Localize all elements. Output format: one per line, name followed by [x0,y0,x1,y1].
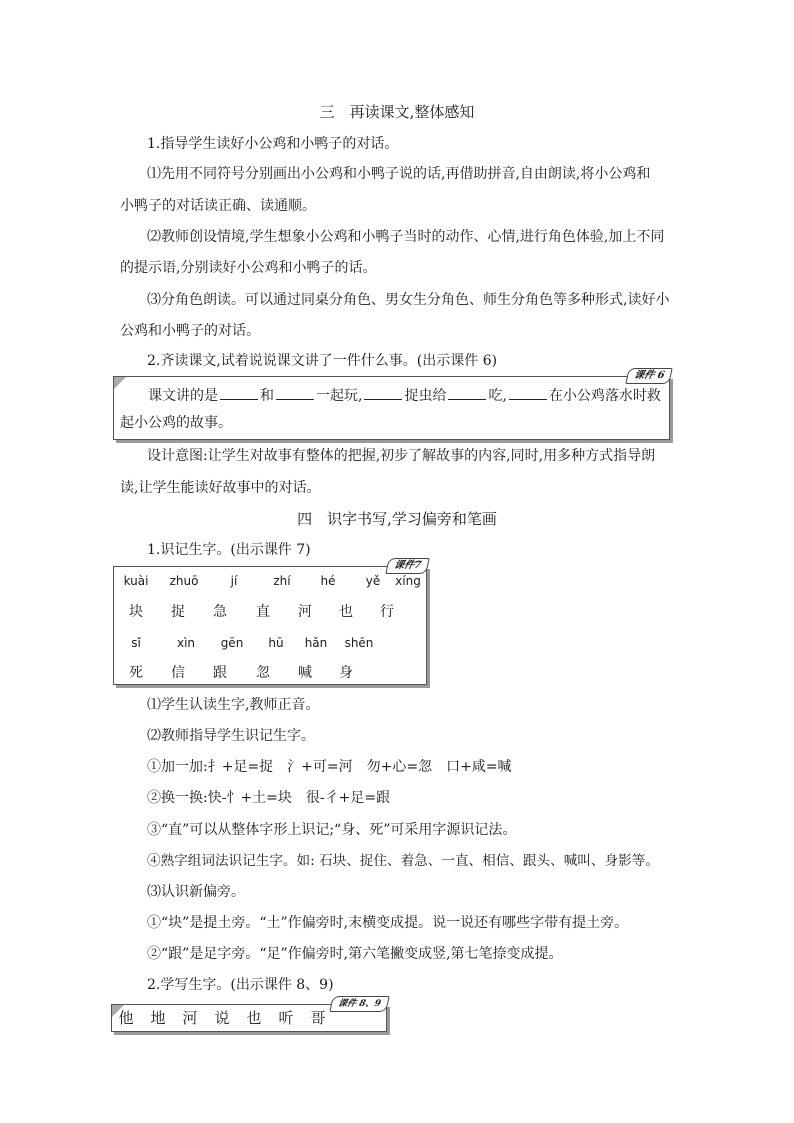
pinyin: zhí [273,574,291,588]
blank [509,385,547,400]
blank [448,385,486,400]
character: 行 [380,604,394,620]
blank [220,385,258,400]
pinyin: zhuō [169,574,199,588]
character: 也 [246,1009,262,1027]
paragraph: ⑵教师创设情境,学生想象小公鸡和小鸭子当时的动作、心情,进行角色体验,加上不同 [147,229,665,245]
character: 忽 [256,665,270,681]
character: 也 [339,604,353,620]
paragraph: ⑶分角色朗读。可以通过同桌分角色、男女生分角色、师生分角色等多种形式,读好小 [147,292,670,308]
character: 听 [278,1009,294,1027]
paragraph: 公鸡和小鸭子的对话。 [120,323,260,339]
character: 跟 [213,665,227,681]
paragraph: ⑴先用不同符号分别画出小公鸡和小鸭子说的话,再借助拼音,自由朗读,将小公鸡和 [147,166,651,182]
pinyin: xíng [395,574,421,588]
character: 直 [256,604,270,620]
pinyin: gēn [220,636,244,650]
character: 喊 [298,665,312,681]
paragraph: 1.指导学生读好小公鸡和小鸭子的对话。 [147,136,399,152]
paragraph: ④熟字组词法识记生字。如: 石块、捉住、着急、一直、相信、跟头、喊叫、身影等。 [147,853,659,869]
paragraph: ①“块”是提土旁。“土”作偏旁时,末横变成提。说一说还有哪些字带有提土旁。 [147,915,629,931]
paragraph: ③“直”可以从整体字形上识记;“身、死”可采用字源识记法。 [147,822,517,838]
pinyin: jí [230,574,238,588]
paragraph: 的提示语,分别读好小公鸡和小鸭子的话。 [120,260,377,276]
pinyin: sǐ [131,636,141,650]
character: 河 [298,604,312,620]
character: 块 [129,604,143,620]
character: 捉 [171,604,185,620]
courseware-tag: 课件 6 [625,368,673,384]
pinyin: yě [365,574,381,588]
character: 哥 [310,1009,326,1027]
section-4-title: 四 识字书写,学习偏旁和笔画 [297,510,497,528]
character: 说 [214,1009,230,1027]
paragraph: ⑶认识新偏旁。 [147,884,245,900]
paragraph: 1.识记生字。(出示课件 7) [147,542,311,558]
fill-blank-sentence: 课文讲的是 和 一起玩, 捉虫给 吃, 在小公鸡落水时救 [148,385,661,406]
paragraph: ⑵教师指导学生识记生字。 [147,728,315,744]
paragraph: ②“跟”是足字旁。“足”作偏旁时,第六笔撇变成竖,第七笔捺变成提。 [147,946,563,962]
character: 信 [171,665,185,681]
corner-decoration [114,377,126,389]
character: 身 [339,665,353,681]
character: 他 [118,1009,134,1027]
courseware-tag: 课件7 [385,558,429,574]
character: 死 [129,665,143,681]
pinyin: hé [320,574,336,588]
pinyin: hū [268,636,284,650]
paragraph: 2.齐读课文,试着说说课文讲了一件什么事。(出示课件 6) [147,353,498,369]
character: 地 [150,1009,166,1027]
courseware-tag: 课件 8、9 [330,996,390,1012]
pinyin: shēn [344,636,374,650]
fill-blank-sentence-end: 起小公鸡的故事。 [120,415,232,431]
paragraph: ①加一加:扌+足=捉 氵+可=河 勿+心=忽 口+咸=喊 [147,759,512,775]
pinyin: xìn [176,636,196,650]
paragraph: 小鸭子的对话读正确、读通顺。 [120,198,316,214]
courseware-box-6 [113,370,670,440]
character: 急 [213,604,227,620]
pinyin: hǎn [304,636,328,650]
design-intent: 设计意图:让学生对故事有整体的把握,初步了解故事的内容,同时,用多种方式指导朗 [147,448,656,464]
design-intent: 读,让学生能读好故事中的对话。 [120,480,321,496]
section-3-title: 三 再读课文,整体感知 [319,103,475,121]
courseware-box-8-9 [111,999,387,1032]
paragraph: 2.学写生字。(出示课件 8、9) [147,977,334,993]
paragraph: ②换一换:快-忄+土=块 很-彳+足=跟 [147,790,391,806]
character: 河 [182,1009,198,1027]
courseware-box-7 [113,560,427,685]
paragraph: ⑴学生认读生字,教师正音。 [147,697,320,713]
blank [276,385,314,400]
blank [364,385,402,400]
pinyin: kuài [123,574,149,588]
